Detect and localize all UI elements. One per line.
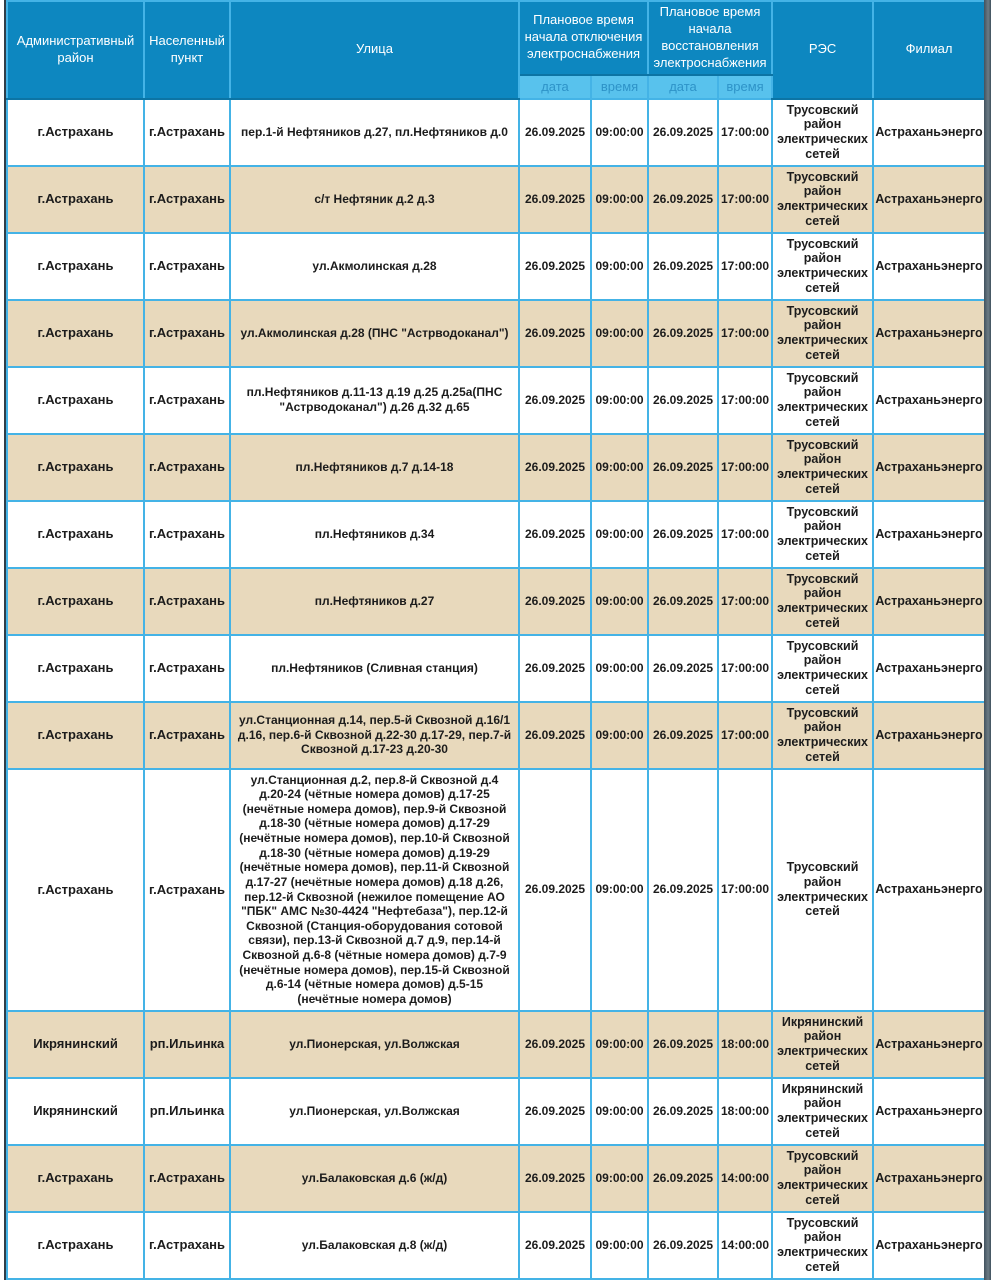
page-left-border [4, 0, 6, 1280]
cell-branch: Астраханьэнерго [873, 568, 985, 635]
table-row [7, 367, 985, 434]
cell-restore-time: 17:00:00 [718, 166, 772, 233]
subheader-outage-date: дата [519, 75, 591, 99]
cell-settlement: г.Астрахань [144, 367, 230, 434]
cell-settlement: г.Астрахань [144, 166, 230, 233]
cell-outage-date: 26.09.2025 [519, 702, 591, 769]
cell-restore-time: 18:00:00 [718, 1078, 772, 1145]
cell-outage-date: 26.09.2025 [519, 1011, 591, 1078]
cell-res: Трусовский район электрических сетей [772, 501, 873, 568]
table-row [7, 1145, 985, 1212]
cell-restore-time: 17:00:00 [718, 501, 772, 568]
cell-restore-time: 17:00:00 [718, 233, 772, 300]
cell-street: ул.Акмолинская д.28 [230, 233, 519, 300]
cell-outage-date: 26.09.2025 [519, 367, 591, 434]
header-branch: Филиал [873, 1, 985, 99]
cell-settlement: г.Астрахань [144, 769, 230, 1011]
table-row [7, 1212, 985, 1279]
cell-outage-time: 09:00:00 [591, 300, 648, 367]
cell-admin-district: г.Астрахань [7, 1145, 144, 1212]
cell-street: ул.Станционная д.2, пер.8-й Сквозной д.4 д.20-24 (чётные номера домов) д.17-25 (нечётные номера домов), пер.9-й Сквозной д.18-30 (чётные номера домов) д.17-29 (нечётные номера домов), пер.10-й Сквозной д.18-30 (чётные номера домов) д.19-29 (нечётные номера домов), пер.11-й Сквозной д.17-27 (нечётные номера домов) д.18 д.26, пер.12-й Сквозной (нежилое помещение АО "ПБК" АМС №30-4424 "Нефтебаза"), пер.12-й Сквозной (Станция-оборудования сотовой связи), пер.13-й Сквозной д.7 д.9, пер.14-й Сквозной д.6-8 (чётные номера домов) д.7-9 (нечётные номера домов), пер.15-й Сквозной д.6-14 (чётные номера домов) д.5-15 (нечётные номера домов) [230, 769, 519, 1011]
cell-settlement: г.Астрахань [144, 568, 230, 635]
cell-admin-district: г.Астрахань [7, 434, 144, 501]
cell-outage-time: 09:00:00 [591, 501, 648, 568]
cell-settlement: г.Астрахань [144, 1212, 230, 1279]
cell-res: Икрянинский район электрических сетей [772, 1078, 873, 1145]
cell-restore-time: 17:00:00 [718, 99, 772, 166]
subheader-restore-date: дата [648, 75, 718, 99]
cell-branch: Астраханьэнерго [873, 300, 985, 367]
cell-res: Икрянинский район электрических сетей [772, 1011, 873, 1078]
cell-outage-time: 09:00:00 [591, 367, 648, 434]
cell-res: Трусовский район электрических сетей [772, 635, 873, 702]
cell-settlement: г.Астрахань [144, 434, 230, 501]
cell-outage-time: 09:00:00 [591, 1078, 648, 1145]
cell-admin-district: г.Астрахань [7, 300, 144, 367]
cell-branch: Астраханьэнерго [873, 99, 985, 166]
cell-restore-date: 26.09.2025 [648, 300, 718, 367]
cell-admin-district: Икрянинский [7, 1078, 144, 1145]
cell-outage-time: 09:00:00 [591, 635, 648, 702]
cell-street: пер.1-й Нефтяников д.27, пл.Нефтяников д.0 [230, 99, 519, 166]
table-row [7, 233, 985, 300]
cell-branch: Астраханьэнерго [873, 1145, 985, 1212]
cell-restore-time: 17:00:00 [718, 635, 772, 702]
cell-outage-time: 09:00:00 [591, 99, 648, 166]
cell-branch: Астраханьэнерго [873, 233, 985, 300]
table-body [7, 99, 985, 1279]
cell-settlement: г.Астрахань [144, 300, 230, 367]
cell-restore-date: 26.09.2025 [648, 434, 718, 501]
cell-outage-date: 26.09.2025 [519, 300, 591, 367]
cell-street: ул.Станционная д.14, пер.5-й Сквозной д.16/1 д.16, пер.6-й Сквозной д.22-30 д.17-29, пер.7-й Сквозной д.17-23 д.20-30 [230, 702, 519, 769]
cell-settlement: г.Астрахань [144, 635, 230, 702]
header-res: РЭС [772, 1, 873, 99]
cell-branch: Астраханьэнерго [873, 702, 985, 769]
cell-street: пл.Нефтяников д.27 [230, 568, 519, 635]
cell-branch: Астраханьэнерго [873, 166, 985, 233]
cell-street: пл.Нефтяников д.7 д.14-18 [230, 434, 519, 501]
header-outage-time: Плановое время начала отключения электроснабжения [519, 1, 648, 75]
table-row [7, 702, 985, 769]
cell-outage-date: 26.09.2025 [519, 769, 591, 1011]
cell-admin-district: г.Астрахань [7, 568, 144, 635]
cell-restore-time: 14:00:00 [718, 1212, 772, 1279]
cell-restore-time: 17:00:00 [718, 367, 772, 434]
cell-outage-date: 26.09.2025 [519, 1212, 591, 1279]
cell-outage-date: 26.09.2025 [519, 99, 591, 166]
cell-restore-date: 26.09.2025 [648, 1078, 718, 1145]
cell-outage-time: 09:00:00 [591, 769, 648, 1011]
cell-outage-date: 26.09.2025 [519, 501, 591, 568]
cell-branch: Астраханьэнерго [873, 501, 985, 568]
cell-res: Трусовский район электрических сетей [772, 166, 873, 233]
cell-admin-district: г.Астрахань [7, 1212, 144, 1279]
cell-restore-date: 26.09.2025 [648, 1011, 718, 1078]
cell-outage-date: 26.09.2025 [519, 1078, 591, 1145]
cell-restore-date: 26.09.2025 [648, 702, 718, 769]
cell-restore-date: 26.09.2025 [648, 1212, 718, 1279]
cell-res: Трусовский район электрических сетей [772, 568, 873, 635]
page-right-scrollbar-edge[interactable] [984, 0, 991, 1280]
cell-outage-date: 26.09.2025 [519, 233, 591, 300]
table-row [7, 568, 985, 635]
table-row [7, 166, 985, 233]
cell-restore-date: 26.09.2025 [648, 367, 718, 434]
cell-outage-time: 09:00:00 [591, 568, 648, 635]
cell-admin-district: г.Астрахань [7, 702, 144, 769]
cell-outage-time: 09:00:00 [591, 702, 648, 769]
cell-restore-date: 26.09.2025 [648, 166, 718, 233]
cell-admin-district: Икрянинский [7, 1011, 144, 1078]
cell-res: Трусовский район электрических сетей [772, 99, 873, 166]
cell-restore-date: 26.09.2025 [648, 769, 718, 1011]
table-header [7, 1, 985, 99]
cell-street: с/т Нефтяник д.2 д.3 [230, 166, 519, 233]
header-admin-district: Административный район [7, 1, 144, 99]
cell-admin-district: г.Астрахань [7, 233, 144, 300]
cell-street: пл.Нефтяников (Сливная станция) [230, 635, 519, 702]
table-row [7, 300, 985, 367]
cell-restore-date: 26.09.2025 [648, 635, 718, 702]
table-row [7, 769, 985, 1011]
cell-restore-time: 17:00:00 [718, 702, 772, 769]
cell-restore-date: 26.09.2025 [648, 99, 718, 166]
cell-admin-district: г.Астрахань [7, 769, 144, 1011]
table-row [7, 501, 985, 568]
outage-schedule-table [6, 0, 986, 1280]
cell-outage-date: 26.09.2025 [519, 434, 591, 501]
cell-street: ул.Балаковская д.8 (ж/д) [230, 1212, 519, 1279]
cell-outage-time: 09:00:00 [591, 1145, 648, 1212]
cell-outage-date: 26.09.2025 [519, 1145, 591, 1212]
cell-res: Трусовский район электрических сетей [772, 769, 873, 1011]
cell-res: Трусовский район электрических сетей [772, 233, 873, 300]
cell-restore-date: 26.09.2025 [648, 233, 718, 300]
table-row [7, 99, 985, 166]
header-restore-time: Плановое время начала восстановления электроснабжения [648, 1, 772, 75]
cell-admin-district: г.Астрахань [7, 166, 144, 233]
cell-res: Трусовский район электрических сетей [772, 367, 873, 434]
cell-outage-time: 09:00:00 [591, 1011, 648, 1078]
cell-street: ул.Балаковская д.6 (ж/д) [230, 1145, 519, 1212]
cell-street: ул.Пионерская, ул.Волжская [230, 1078, 519, 1145]
cell-settlement: г.Астрахань [144, 1145, 230, 1212]
cell-restore-date: 26.09.2025 [648, 568, 718, 635]
cell-branch: Астраханьэнерго [873, 1078, 985, 1145]
cell-settlement: г.Астрахань [144, 233, 230, 300]
table-row [7, 635, 985, 702]
table-row [7, 434, 985, 501]
cell-street: ул.Акмолинская д.28 (ПНС "Астрводоканал") [230, 300, 519, 367]
cell-restore-time: 14:00:00 [718, 1145, 772, 1212]
cell-branch: Астраханьэнерго [873, 367, 985, 434]
cell-admin-district: г.Астрахань [7, 501, 144, 568]
cell-restore-date: 26.09.2025 [648, 501, 718, 568]
cell-outage-date: 26.09.2025 [519, 635, 591, 702]
cell-res: Трусовский район электрических сетей [772, 1212, 873, 1279]
cell-settlement: г.Астрахань [144, 702, 230, 769]
cell-outage-time: 09:00:00 [591, 166, 648, 233]
cell-branch: Астраханьэнерго [873, 769, 985, 1011]
cell-branch: Астраханьэнерго [873, 1212, 985, 1279]
cell-branch: Астраханьэнерго [873, 1011, 985, 1078]
cell-settlement: рп.Ильинка [144, 1011, 230, 1078]
cell-res: Трусовский район электрических сетей [772, 300, 873, 367]
cell-admin-district: г.Астрахань [7, 635, 144, 702]
cell-admin-district: г.Астрахань [7, 367, 144, 434]
table-row [7, 1011, 985, 1078]
cell-outage-time: 09:00:00 [591, 233, 648, 300]
subheader-outage-time: время [591, 75, 648, 99]
cell-settlement: г.Астрахань [144, 99, 230, 166]
cell-restore-date: 26.09.2025 [648, 1145, 718, 1212]
cell-outage-time: 09:00:00 [591, 434, 648, 501]
cell-outage-time: 09:00:00 [591, 1212, 648, 1279]
cell-settlement: рп.Ильинка [144, 1078, 230, 1145]
cell-branch: Астраханьэнерго [873, 434, 985, 501]
cell-res: Трусовский район электрических сетей [772, 434, 873, 501]
cell-restore-time: 17:00:00 [718, 769, 772, 1011]
cell-restore-time: 18:00:00 [718, 1011, 772, 1078]
cell-outage-date: 26.09.2025 [519, 166, 591, 233]
cell-restore-time: 17:00:00 [718, 568, 772, 635]
cell-restore-time: 17:00:00 [718, 434, 772, 501]
cell-restore-time: 17:00:00 [718, 300, 772, 367]
subheader-restore-time: время [718, 75, 772, 99]
cell-res: Трусовский район электрических сетей [772, 1145, 873, 1212]
table-row [7, 1078, 985, 1145]
cell-street: пл.Нефтяников д.11-13 д.19 д.25 д.25а(ПНС "Астрводоканал") д.26 д.32 д.65 [230, 367, 519, 434]
cell-street: ул.Пионерская, ул.Волжская [230, 1011, 519, 1078]
cell-branch: Астраханьэнерго [873, 635, 985, 702]
header-street: Улица [230, 1, 519, 99]
cell-settlement: г.Астрахань [144, 501, 230, 568]
cell-res: Трусовский район электрических сетей [772, 702, 873, 769]
cell-admin-district: г.Астрахань [7, 99, 144, 166]
cell-street: пл.Нефтяников д.34 [230, 501, 519, 568]
header-settlement: Населенный пункт [144, 1, 230, 99]
cell-outage-date: 26.09.2025 [519, 568, 591, 635]
